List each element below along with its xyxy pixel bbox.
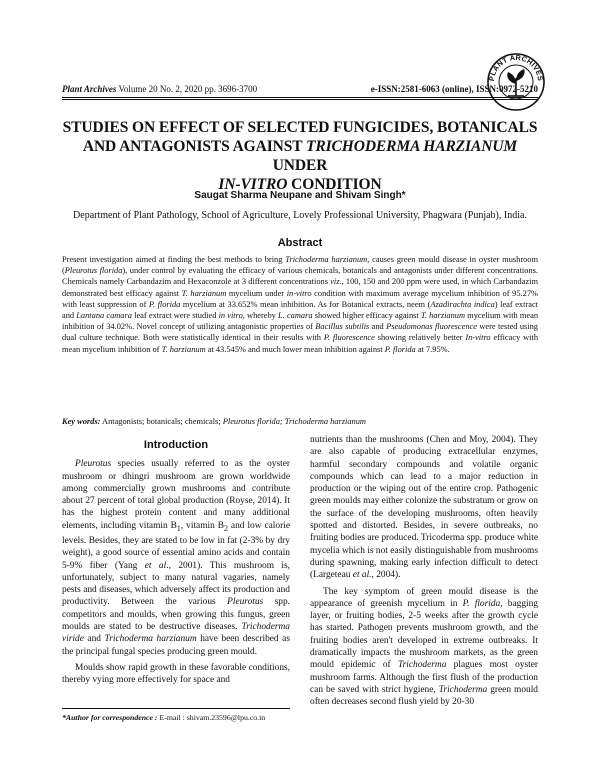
keywords-label: Key words: bbox=[62, 417, 101, 426]
authors: Saugat Sharma Neupane and Shivam Singh* bbox=[194, 190, 406, 201]
footnote-rule bbox=[62, 708, 290, 709]
logo-text: PLANT ARCHIVES bbox=[486, 52, 546, 82]
header-rule-bottom bbox=[62, 99, 538, 100]
paragraph: nutrients than the mushrooms (Chen and Moy, 2004). They are also capable of producing extracellular enzymes, harmful secondary compounds and volatile organic compounds which can lead to a major reduction in production or the wiping out of the entire crop. Pathogenic green moulds may either colonize the substratum or grow on the surface of the developing mushrooms, often heavily spotted and distorted. Besides, in severe outbreaks, no fruiting bodies are produced. Tricoderma spp. produce white mycelia which is not easily distinguishable from mushrooms during spawning, making early infection difficult to detect (Largeteau et al., 2004). bbox=[310, 435, 538, 581]
introduction-heading: Introduction bbox=[143, 439, 209, 451]
paragraph: Moulds show rapid growth in these favorable conditions, thereby vying more effectively for space and bbox=[62, 662, 290, 686]
body-column-left bbox=[62, 434, 290, 687]
footnote-email: E-mail : shivam.23596@lpu.co.in bbox=[157, 713, 266, 722]
affiliation: Department of Plant Pathology, School of Agriculture, Lovely Professional University, Phagwara (Punjab), India. bbox=[73, 210, 527, 221]
abstract-heading: Abstract bbox=[277, 237, 323, 249]
issn: e-ISSN:2581-6063 (online), ISSN:0972-5210 bbox=[370, 84, 538, 94]
footnote-label: *Author for correspondence : bbox=[62, 713, 158, 722]
paragraph: The key symptom of green mould disease is the appearance of greenish mycelium in P. florida, bagging layer, or fruiting bodies, 2-5 weeks after the growth cycle has started. Pathogen prevents mushroom growth, and the fruiting bodies aren't developed in extreme outbreaks. It dramatically impacts the mushroom markets, as the green mould epidemic of Trichoderma plagues most oyster mushroom farms. Although the first flush of the production can be saved with strict hygiene, Trichoderma green mould often decreases second flush yield by 20-30 bbox=[310, 586, 538, 708]
paragraph: Pleurotus species usually referred to as the oyster mushroom or dhingri mushroom are grown worldwide among commercially grown mushrooms and contribute about 27 percent of total global production (Royse, 2014). It has the highest protein content and many additional elements, including vitamin $B_1$, vitamin $B_2$ and low calorie levels. Besides, they are stated to be low in fat (2-3% by dry weight), a good source of essential amino acids and contain 5-9% fiber (Yang et al., 2001). This mushroom is, unfortunately, subject to many natural vagaries, namely pests and diseases, which adversely affect its production and productivity. Between the various Pleurotus spp. competitors and moulds, when growing this fungus, green moulds are stated to be destructive diseases. Trichoderma viride and Trichoderma harzianum have been described as the principal fungal species producing green mould. bbox=[62, 459, 291, 657]
plant-archives-logo bbox=[486, 52, 546, 112]
journal-name: Plant Archives bbox=[62, 84, 117, 94]
volume-pages: Volume 20 No. 2, 2020 pp. 3696-3700 bbox=[118, 84, 258, 94]
keywords: Key words: Antagonists; botanicals; chemicals; Pleurotus florida; Trichoderma harzianum bbox=[62, 417, 366, 426]
correspondence-footnote bbox=[62, 713, 265, 722]
article-title: STUDIES ON EFFECT OF SELECTED FUNGICIDES, BOTANICALS AND ANTAGONISTS AGAINST TRICHODERMA HARZIANUM UNDER IN-VITRO CONDITION bbox=[62, 119, 538, 193]
journal-citation bbox=[62, 84, 257, 94]
abstract-text: Present investigation aimed at finding the best methods to bring Trichoderma harzianum, causes green mould disease in oyster mushroom (Pleurotus florida), under control by evaluating the efficacy of various chemicals, botanicals and antagonists under different concentrations. Chemicals namely Carbandazim and Hexaconzole at 3 different concentrations viz., 100, 150 and 200 ppm were used, in which Carbandazim demonstrated best efficacy against T. harzianum mycelium under in-vitro condition with maximum average mycelium inhibition of 95.27% with least suppression of P. florida mycelium at 33.652% mean inhibition. As for Botanical extracts, neem (Azadirachta indica) leaf extract and Lantana camara leaf extract were studied in vitro, whereby L. camara showed higher efficacy against T. harzianum mycelium with mean inhibition of 34.02%. Novel concept of utilizing antagonistic properties of Bacillus subtilis and Pseudomonas fluorescence were tested using dual culture technique. Both were statistically identical in their results with P. fluorescence showing relatively better In-vitro efficacy with mean mycelium inhibition of T. harzianum at 43.545% and much lower mean inhibition against P. florida at 7.95%. bbox=[62, 255, 539, 354]
body-column-right bbox=[310, 434, 538, 709]
header-rule-top bbox=[62, 97, 538, 98]
